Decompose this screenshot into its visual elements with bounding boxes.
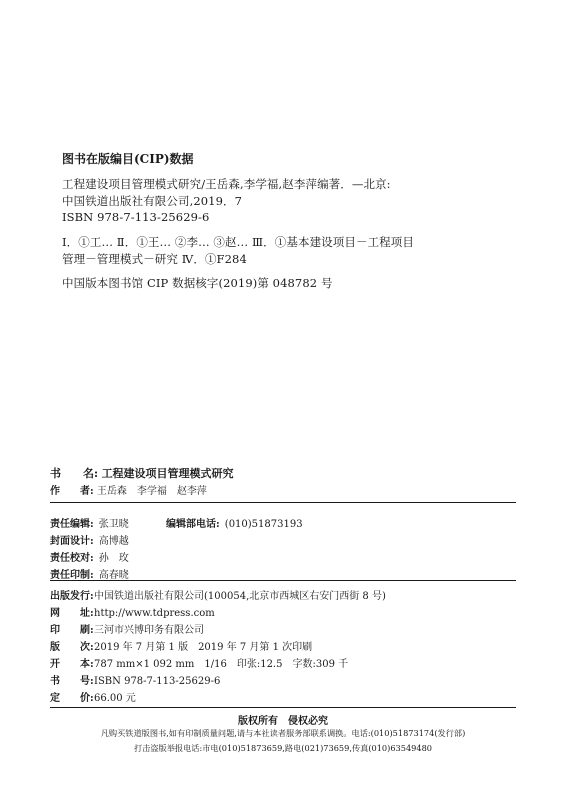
cip-isbn: ISBN 978-7-113-25629-6: [62, 210, 210, 224]
pub-value: 2019 年 7 月第 1 版 2019 年 7 月第 1 次印刷: [94, 642, 313, 653]
cip-number: 中国版本图书馆 CIP 数据核字(2019)第 048782 号: [62, 276, 333, 290]
pub-value: 中国铁道出版社有限公司(100054,北京市西城区右安门西街 8 号): [94, 591, 386, 602]
cip-line-2: 中国铁道出版社有限公司,2019．7: [62, 194, 243, 208]
book-author-label: 作 者:: [50, 486, 94, 497]
phone-number: (010)51873193: [224, 519, 303, 530]
pub-label: 定 价:: [50, 693, 94, 704]
pub-label: 开 本:: [50, 659, 94, 670]
cover-designer: 高博越: [98, 536, 129, 547]
piracy-report: 打击盗版举报电话:市电(010)51873659,路电(021)73659,传真(010)63549480: [133, 743, 433, 753]
pub-label: 书 号:: [50, 676, 94, 687]
proofreader: 孙 玫: [98, 553, 129, 564]
print-label: 责任印制:: [50, 570, 94, 581]
proof-label: 责任校对:: [50, 553, 94, 564]
print-manager: 高春晓: [98, 570, 129, 581]
pub-row-isbn: [50, 672, 220, 687]
pub-value: 787 mm×1 092 mm 1/16 印张:12.5 字数:309 千: [94, 659, 349, 670]
pub-row-format: [50, 655, 348, 670]
pub-label: 印 刷:: [50, 625, 94, 636]
cip-classification-2: 管理－管理模式－研究 Ⅳ．①F284: [62, 252, 247, 266]
editor-label: 责任编辑:: [50, 519, 94, 530]
pub-row-edition: [50, 638, 312, 653]
divider-2: [50, 580, 516, 581]
pub-value: 三河市兴博印务有限公司: [94, 625, 204, 636]
pub-value: 66.00 元: [94, 693, 136, 704]
pub-label: 出版发行:: [50, 591, 94, 602]
cip-line-1: 工程建设项目管理模式研究/王岳森,李学福,赵李萍编著．—北京:: [62, 177, 391, 191]
divider-1: [50, 502, 516, 503]
pub-value: ISBN 978-7-113-25629-6: [94, 676, 221, 687]
book-author-row: [50, 482, 207, 497]
phone-label: 编辑部电话:: [166, 519, 220, 530]
pub-value: http://www.tdpress.com: [94, 608, 215, 619]
divider-3: [50, 707, 516, 708]
book-title-row: [50, 465, 234, 481]
book-title-label: 书 名:: [50, 467, 99, 480]
cip-heading: 图书在版编目(CIP)数据: [62, 152, 194, 166]
quality-notice: 凡购买铁道版图书,如有印制质量问题,请与本社读者服务部联系调换。电话:(010)51873174(发行部): [100, 728, 466, 738]
pub-label: 网 址:: [50, 608, 94, 619]
pub-label: 版 次:: [50, 642, 94, 653]
cip-classification-1: Ⅰ．①工… Ⅱ．①王… ②李… ③赵… Ⅲ．①基本建设项目－工程项目: [62, 235, 414, 249]
pub-row-price: [50, 689, 136, 704]
rights-reserved: 版权所有 侵权必究: [238, 716, 328, 727]
book-title: 工程建设项目管理模式研究: [101, 467, 234, 480]
pub-row-website: [50, 604, 215, 619]
editor-name: 张卫晓: [98, 519, 129, 530]
pub-row-printer: [50, 621, 204, 636]
phone-row: [166, 512, 303, 531]
pub-row-publisher: [50, 587, 386, 602]
book-author: 王岳森 李学福 赵李萍: [96, 486, 207, 497]
cover-label: 封面设计:: [50, 536, 94, 547]
